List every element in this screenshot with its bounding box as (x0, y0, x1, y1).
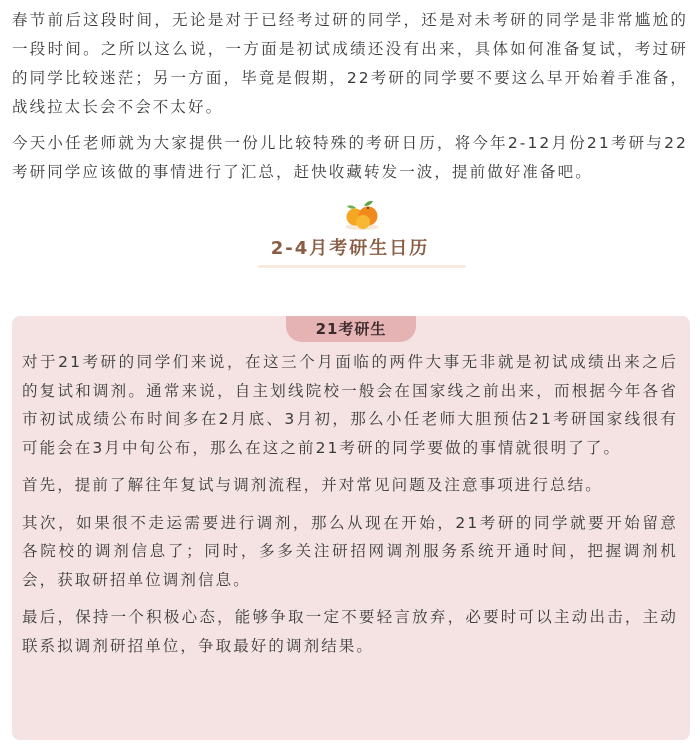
card-paragraph-2: 首先，提前了解往年复试与调剂流程，并对常见问题及注意事项进行总结。 (22, 476, 603, 494)
title-underline (258, 265, 466, 268)
intro-paragraph-2: 今天小任老师就为大家提供一份儿比较特殊的考研日历，将今年2-12月份21考研与22考研同学应该做的事情进行了汇总，赶快收藏转发一波，提前做好准备吧。 (12, 134, 688, 181)
card-paragraph-3: 其次，如果很不走运需要进行调剂，那么从现在开始，21考研的同学就要开始留意各院校的调剂信息了；同时，多多关注研招网调剂服务系统开通时间，把握调剂机会，获取研招单位调剂信息。 (22, 513, 678, 589)
card-tag: 21考研生 (286, 316, 416, 342)
card-paragraph-4: 最后，保持一个积极心态，能够争取一定不要轻言放弃，必要时可以主动出击，主动联系拟调剂研招单位，争取最好的调剂结果。 (22, 608, 678, 655)
section-header (12, 195, 688, 285)
card-paragraph-1: 对于21考研的同学们来说，在这三个月面临的两件大事无非就是初试成绩出来之后的复试和调剂。通常来说，自主划线院校一般会在国家线之前出来，而根据今年各省市初试成绩公布时间多在2月底、3月初，那么小任老师大胆预估21考研国家线很有可能会在3月中旬公布，那么在这之前21考研的同学要做的事情就很明了了。 (22, 353, 678, 457)
content-card (12, 316, 690, 740)
orange-fruit-icon (342, 197, 382, 231)
section-title: 2-4月考研生日历 (270, 238, 430, 259)
intro-paragraph-1: 春节前后这段时间，无论是对于已经考过研的同学，还是对未考研的同学是非常尴尬的一段时间。之所以这么说，一方面是初试成绩还没有出来，具体如何准备复试，考过研的同学比较迷茫；另一方面，毕竟是假期，22考研的同学要不要这么早开始着手准备，战线拉太长会不会不太好。 (12, 11, 688, 116)
